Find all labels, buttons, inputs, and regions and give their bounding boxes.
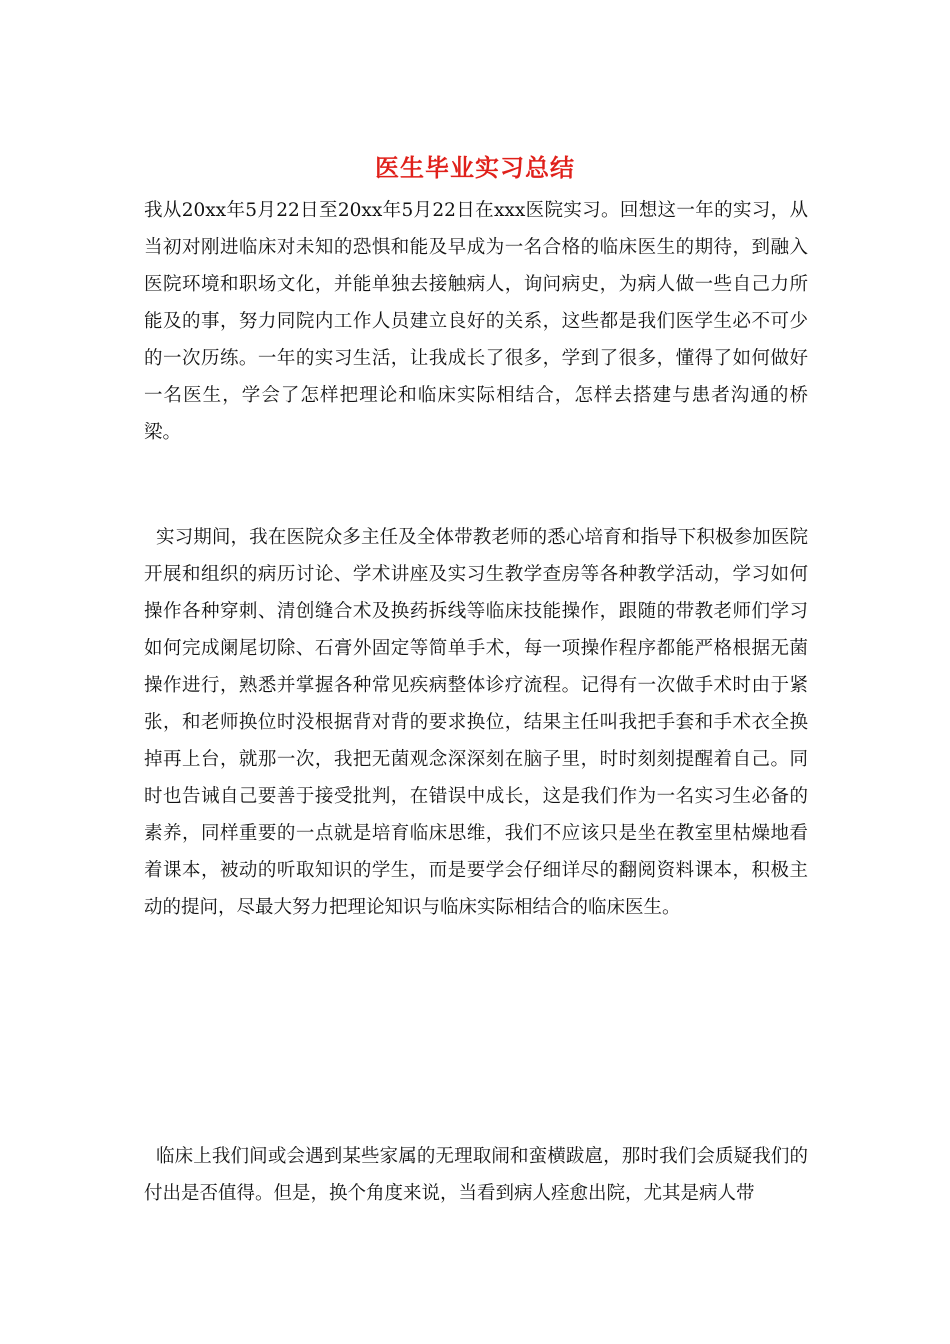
paragraph-3: 临床上我们间或会遇到某些家属的无理取闹和蛮横跋扈，那时我们会质疑我们的付出是否值得。但是，换个角度来说，当看到病人痊愈出院，尤其是病人带 [144,1146,808,1204]
document-title: 医生毕业实习总结 [375,153,575,182]
paragraph-1: 我从20xx年5月22日至20xx年5月22日在xxx医院实习。回想这一年的实习，从当初对刚进临床对未知的恐惧和能及早成为一名合格的临床医生的期待，到融入医院环境和职场文化，并能单独去接触病人，询问病史，为病人做一些自己力所能及的事，努力同院内工作人员建立良好的关系，这些都是我们医学生必不可少的一次历练。一年的实习生活，让我成长了很多，学到了很多，懂得了如何做好一名医生，学会了怎样把理论和临床实际相结合，怎样去搭建与患者沟通的桥梁。 [144,200,808,443]
paragraph-2: 实习期间，我在医院众多主任及全体带教老师的悉心培育和指导下积极参加医院开展和组织的病历讨论、学术讲座及实习生教学查房等各种教学活动，学习如何操作各种穿刺、清创缝合术及换药拆线等临床技能操作，跟随的带教老师们学习如何完成阑尾切除、石膏外固定等简单手术，每一项操作程序都能严格根据无菌操作进行，熟悉并掌握各种常见疾病整体诊疗流程。记得有一次做手术时由于紧张，和老师换位时没根据背对背的要求换位，结果主任叫我把手套和手术衣全换掉再上台，就那一次，我把无菌观念深深刻在脑子里，时时刻刻提醒着自己。同时也告诫自己要善于接受批判，在错误中成长，这是我们作为一名实习生必备的素养，同样重要的一点就是培育临床思维，我们不应该只是坐在教室里枯燥地看着课本，被动的听取知识的学生，而是要学会仔细详尽的翻阅资料课本，积极主动的提问，尽最大努力把理论知识与临床实际相结合的临床医生。 [144,527,808,918]
